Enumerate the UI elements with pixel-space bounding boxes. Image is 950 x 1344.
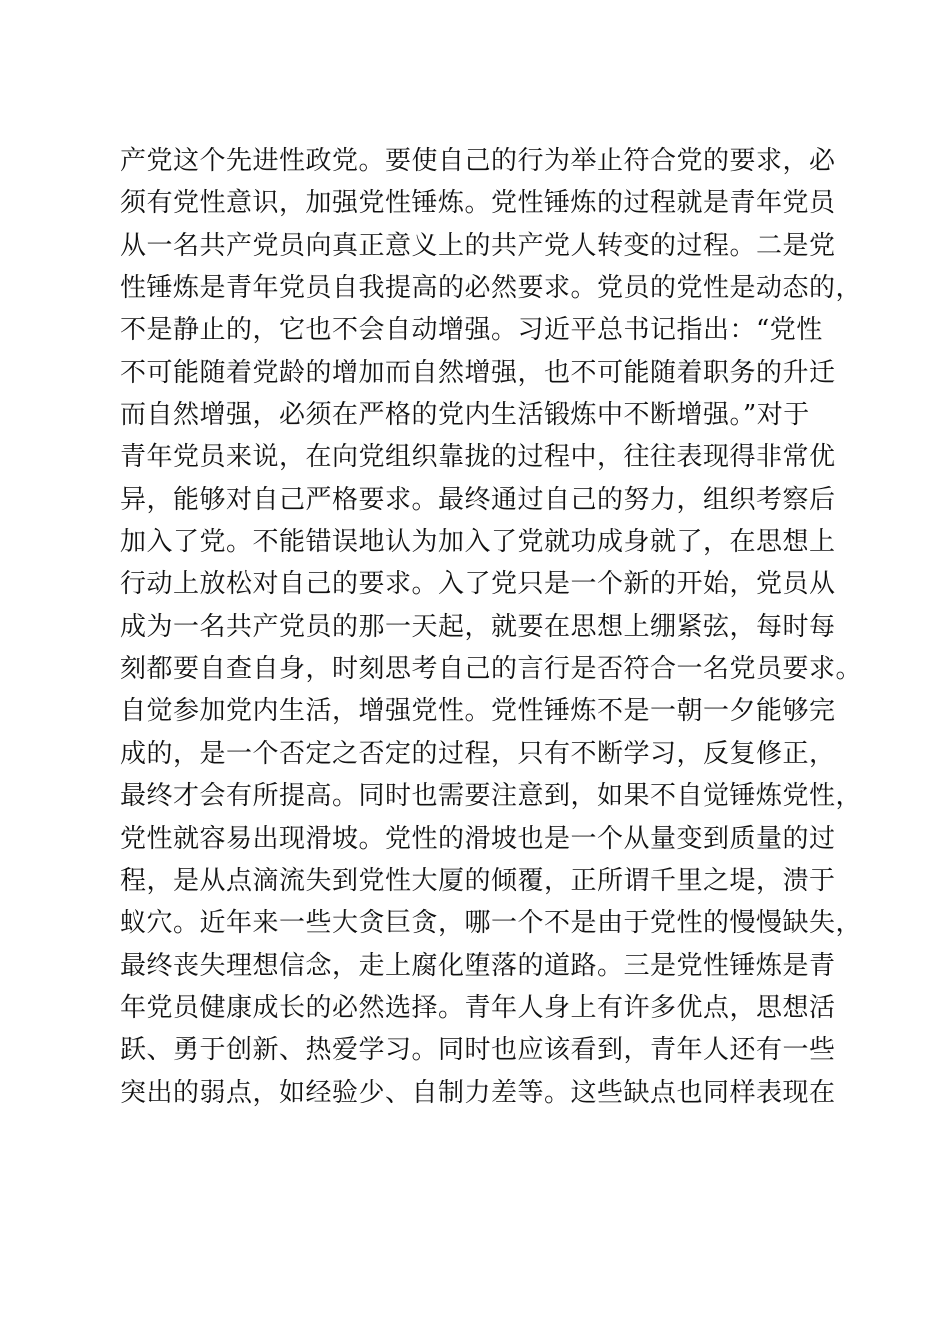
text-line: 不可能随着党龄的增加而自然增强，也不可能随着职务的升迁 — [120, 357, 836, 388]
text-line: 最终才会有所提高。同时也需要注意到，如果不自觉锤炼党性， — [120, 781, 863, 812]
text-line: 从一名共产党员向真正意义上的共产党人转变的过程。二是党 — [120, 230, 836, 261]
text-line: 须有党性意识，加强党性锤炼。党性锤炼的过程就是青年党员 — [120, 188, 836, 219]
text-line: 跃、勇于创新、热爱学习。同时也应该看到，青年人还有一些 — [120, 1035, 836, 1066]
text-line: 不是静止的，它也不会自动增强。习近平总书记指出：“党性 — [120, 315, 823, 346]
text-line: 加入了党。不能错误地认为加入了党就功成身就了，在思想上 — [120, 527, 836, 558]
text-line: 自觉参加党内生活，增强党性。党性锤炼不是一朝一夕能够完 — [120, 696, 836, 727]
body-text — [120, 140, 863, 1114]
text-line: 异，能够对自己严格要求。最终通过自己的努力，组织考察后 — [120, 484, 836, 515]
text-line: 蚁穴。近年来一些大贪巨贪，哪一个不是由于党性的慢慢缺失， — [120, 908, 863, 939]
text-line: 最终丧失理想信念，走上腐化堕落的道路。三是党性锤炼是青 — [120, 950, 836, 981]
text-line: 程，是从点滴流失到党性大厦的倾覆，正所谓千里之堤，溃于 — [120, 865, 836, 896]
text-line: 产党这个先进性政党。要使自己的行为举止符合党的要求，必 — [120, 146, 836, 176]
text-line: 年党员健康成长的必然选择。青年人身上有许多优点，思想活 — [120, 992, 836, 1023]
text-line: 党性就容易出现滑坡。党性的滑坡也是一个从量变到质量的过 — [120, 823, 836, 854]
text-line: 青年党员来说，在向党组织靠拢的过程中，往往表现得非常优 — [120, 442, 836, 473]
text-line: 成的，是一个否定之否定的过程，只有不断学习，反复修正， — [120, 738, 836, 769]
text-line: 行动上放松对自己的要求。入了党只是一个新的开始，党员从 — [120, 569, 836, 600]
text-line: 性锤炼是青年党员自我提高的必然要求。党员的党性是动态的， — [120, 273, 863, 304]
text-line: 而自然增强，必须在严格的党内生活锻炼中不断增强。”对于 — [120, 400, 810, 431]
text-line: 突出的弱点，如经验少、自制力差等。这些缺点也同样表现在 — [120, 1077, 836, 1108]
text-line: 刻都要自查自身，时刻思考自己的言行是否符合一名党员要求。 — [120, 654, 863, 685]
text-line: 成为一名共产党员的那一天起，就要在思想上绷紧弦，每时每 — [120, 611, 836, 642]
